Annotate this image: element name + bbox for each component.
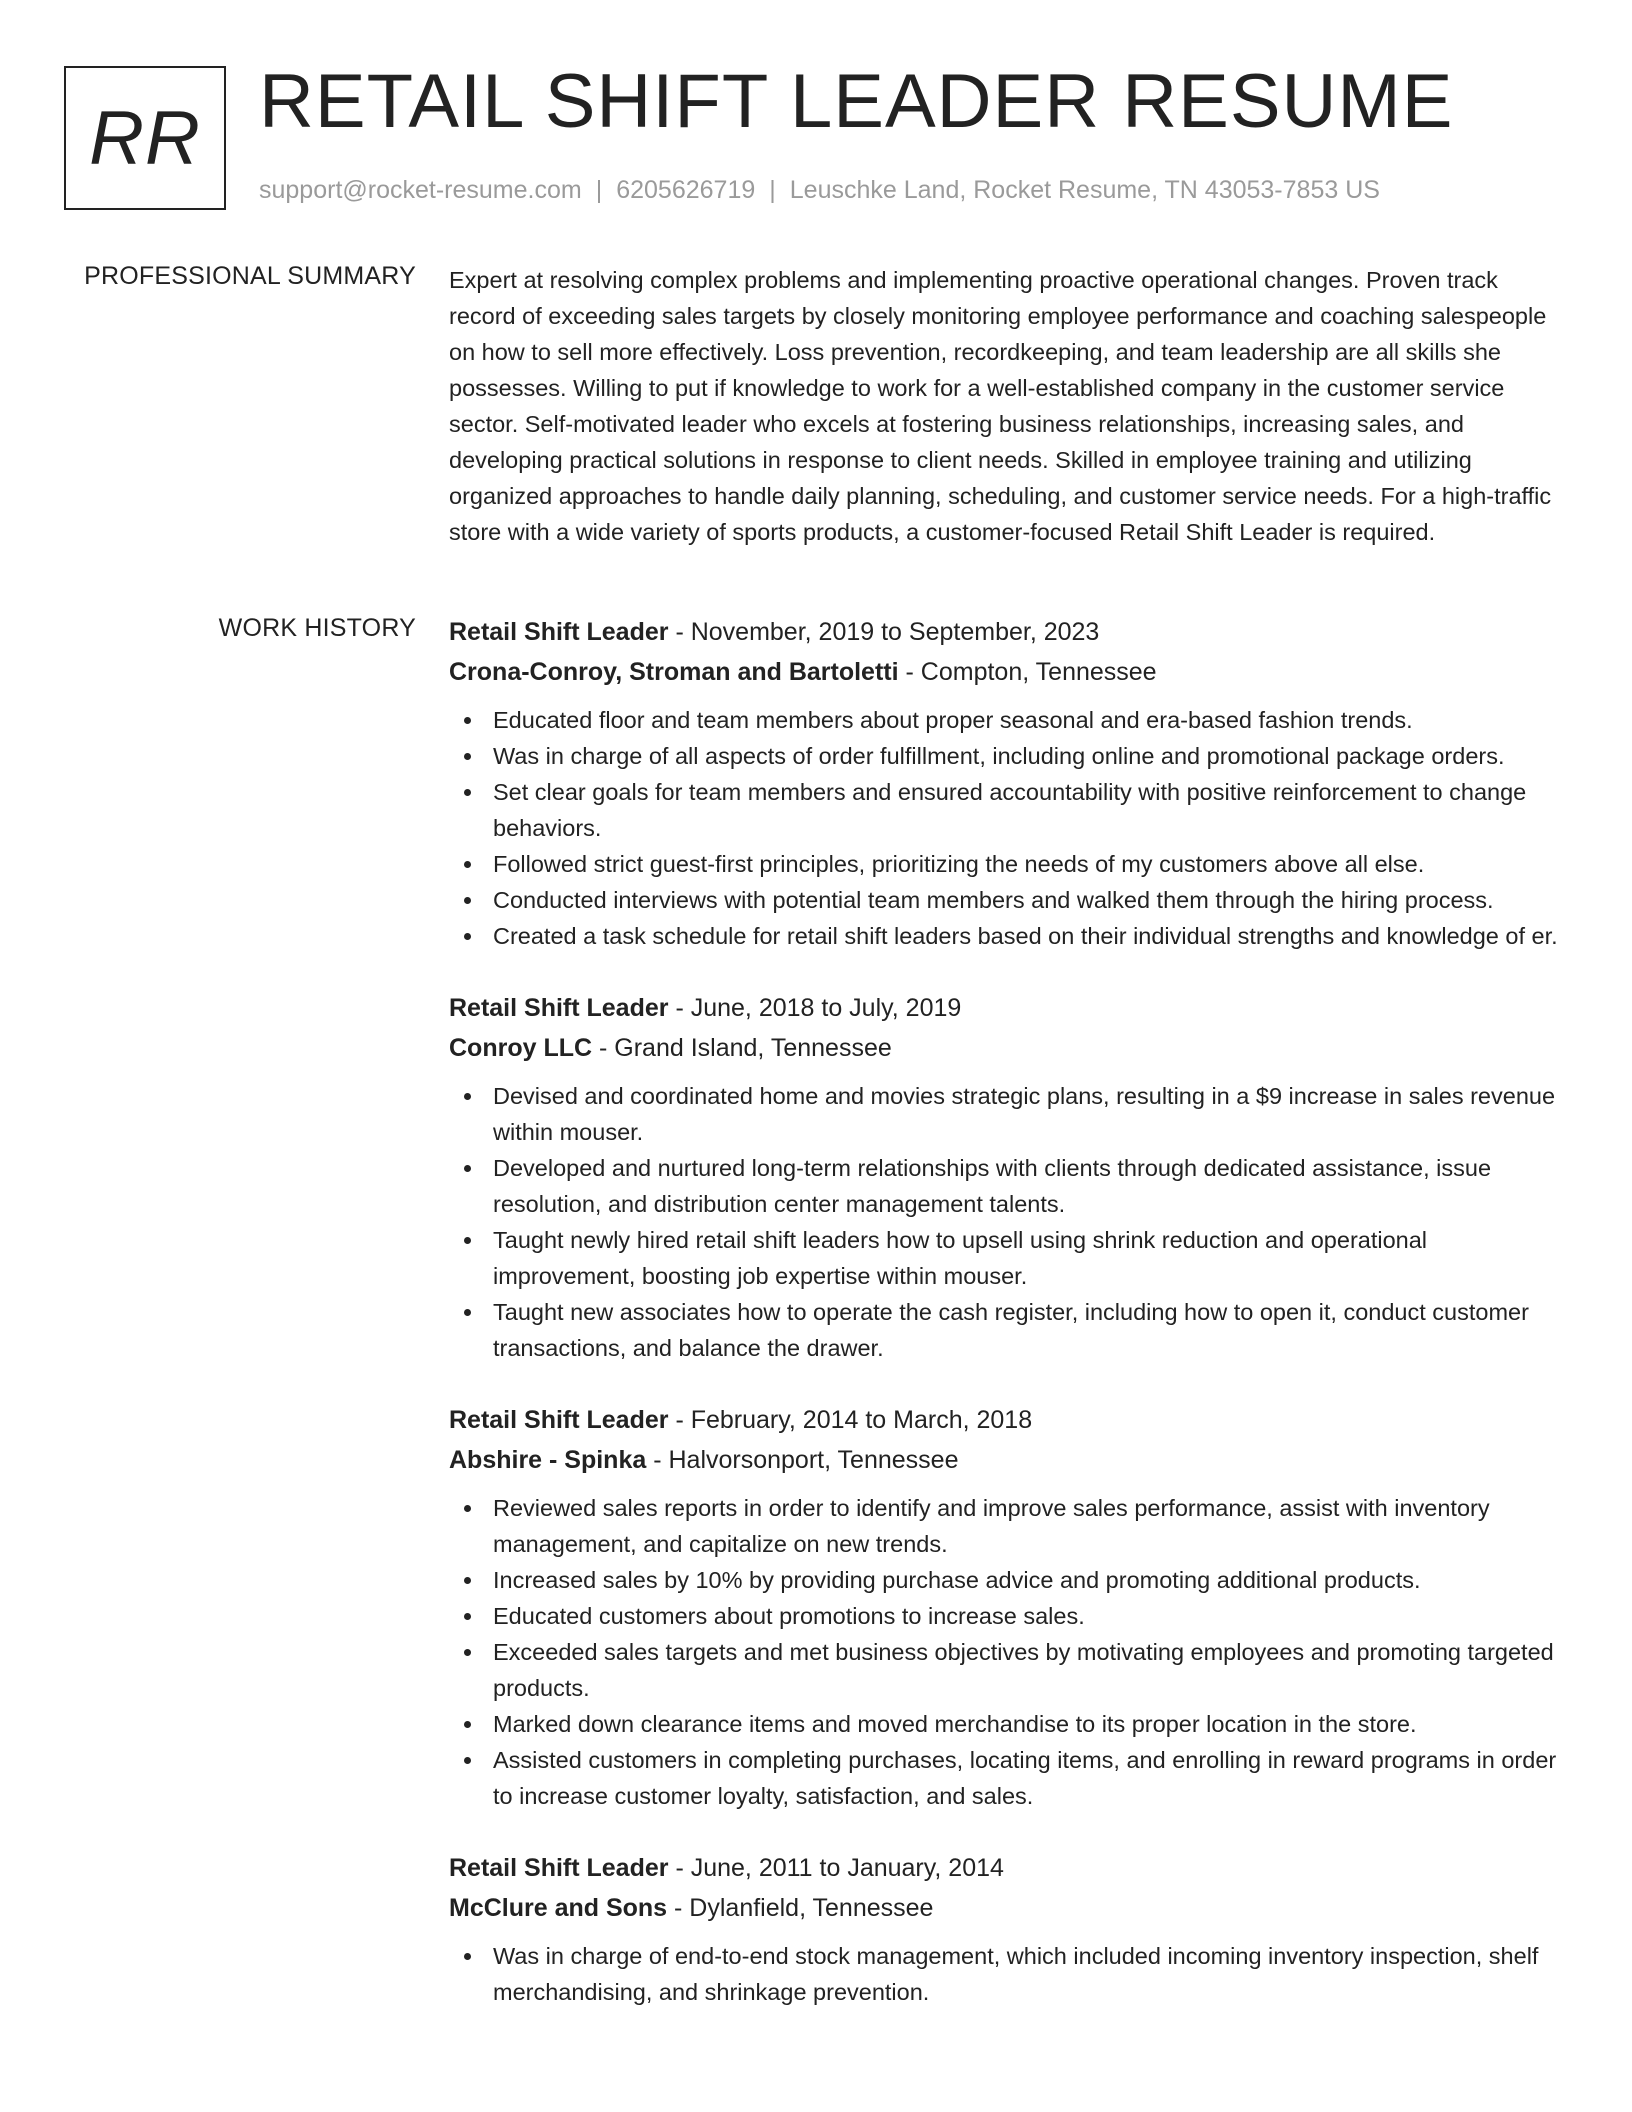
job-location: - Dylanfield, Tennessee: [667, 1894, 934, 1922]
job-location: - Grand Island, Tennessee: [592, 1034, 892, 1062]
job-company-line: [449, 652, 1567, 692]
jobs-list: [449, 612, 1567, 2044]
bullet-item: Exceeded sales targets and met business objectives by motivating employees and promoting targeted products.: [449, 1634, 1567, 1706]
job-entry: [449, 612, 1567, 954]
job-title: Retail Shift Leader: [449, 1854, 669, 1882]
job-dates: - November, 2019 to September, 2023: [668, 618, 1100, 646]
bullet-item: Was in charge of all aspects of order fulfillment, including online and promotional package orders.: [449, 738, 1567, 774]
job-title: Retail Shift Leader: [449, 1406, 669, 1434]
job-company: McClure and Sons: [449, 1894, 668, 1922]
job-bullets: [449, 702, 1567, 954]
job-dates: - June, 2018 to July, 2019: [668, 994, 962, 1022]
bullet-item: Reviewed sales reports in order to identify and improve sales performance, assist with inventory management, and capitalize on new trends.: [449, 1490, 1567, 1562]
summary-text: Expert at resolving complex problems and implementing proactive operational changes. Proven track record of exceeding sales targets by closely monitoring employee performance and coaching salespeople on how to sell more effectively. Loss prevention, recordkeeping, and team leadership are all skills she possesses. Willing to put if knowledge to work for a well-established company in the customer service sector. Self-motivated leader who excels at fostering business relationships, increasing sales, and developing practical solutions in response to client needs. Skilled in employee training and utilizing organized approaches to handle daily planning, scheduling, and customer service needs. For a high-traffic store with a wide variety of sports products, a customer-focused Retail Shift Leader is required.: [449, 267, 1552, 545]
job-title-line: [449, 988, 1567, 1028]
job-title-line: [449, 1400, 1567, 1440]
job-company-line: [449, 1888, 1567, 1928]
job-title: Retail Shift Leader: [449, 618, 669, 646]
job-dates: - February, 2014 to March, 2018: [668, 1406, 1033, 1434]
bullet-item: Taught new associates how to operate the cash register, including how to open it, conduct customer transactions, and balance the drawer.: [449, 1294, 1567, 1366]
bullet-item: Educated floor and team members about proper seasonal and era-based fashion trends.: [449, 702, 1567, 738]
bullet-item: Devised and coordinated home and movies strategic plans, resulting in a $9 increase in sales revenue within mouser.: [449, 1078, 1567, 1150]
contact-email[interactable]: support@rocket-resume.com: [259, 176, 582, 204]
bullet-item: Created a task schedule for retail shift leaders based on their individual strengths and knowledge of er.: [449, 918, 1567, 954]
bullet-item: Developed and nurtured long-term relationships with clients through dedicated assistance, issue resolution, and distribution center management talents.: [449, 1150, 1567, 1222]
job-entry: [449, 1848, 1567, 2010]
job-title: Retail Shift Leader: [449, 994, 669, 1022]
contact-separator: |: [769, 176, 776, 204]
bullet-item: Was in charge of end-to-end stock management, which included incoming inventory inspection, shelf merchandising, and shrinkage prevention.: [449, 1938, 1567, 2010]
job-bullets: [449, 1938, 1567, 2010]
contact-phone[interactable]: 6205626719: [616, 176, 756, 204]
job-entry: [449, 988, 1567, 1366]
job-entry: [449, 1400, 1567, 1814]
contact-separator: |: [595, 176, 603, 204]
resume-title: RETAIL SHIFT LEADER RESUME: [259, 59, 1454, 144]
bullet-item: Marked down clearance items and moved merchandise to its proper location in the store.: [449, 1706, 1567, 1742]
bullet-item: Increased sales by 10% by providing purchase advice and promoting additional products.: [449, 1562, 1567, 1598]
job-dates: - June, 2011 to January, 2014: [668, 1854, 1004, 1882]
job-location: - Halvorsonport, Tennessee: [646, 1446, 959, 1474]
job-company-line: [449, 1028, 1567, 1068]
job-company: Conroy LLC: [449, 1034, 593, 1062]
bullet-item: Taught newly hired retail shift leaders how to upsell using shrink reduction and operational improvement, boosting job expertise within mouser.: [449, 1222, 1567, 1294]
section-label-summary: PROFESSIONAL SUMMARY: [84, 262, 416, 290]
monogram-logo: RR: [64, 66, 226, 210]
section-label-work-history: WORK HISTORY: [218, 614, 416, 642]
bullet-item: Assisted customers in completing purchases, locating items, and enrolling in reward programs in order to increase customer loyalty, satisfaction, and sales.: [449, 1742, 1567, 1814]
job-bullets: [449, 1490, 1567, 1814]
contact-line: [259, 176, 1380, 205]
bullet-item: Conducted interviews with potential team members and walked them through the hiring process.: [449, 882, 1567, 918]
job-bullets: [449, 1078, 1567, 1366]
bullet-item: Followed strict guest-first principles, prioritizing the needs of my customers above all else.: [449, 846, 1567, 882]
job-company-line: [449, 1440, 1567, 1480]
bullet-item: Educated customers about promotions to increase sales.: [449, 1598, 1567, 1634]
job-company: Abshire - Spinka: [449, 1446, 647, 1474]
bullet-item: Set clear goals for team members and ensured accountability with positive reinforcement to change behaviors.: [449, 774, 1567, 846]
contact-address: Leuschke Land, Rocket Resume, TN 43053-7853 US: [789, 176, 1380, 204]
job-title-line: [449, 612, 1567, 652]
job-location: - Compton, Tennessee: [898, 658, 1157, 686]
job-company: Crona-Conroy, Stroman and Bartoletti: [449, 658, 899, 686]
job-title-line: [449, 1848, 1567, 1888]
